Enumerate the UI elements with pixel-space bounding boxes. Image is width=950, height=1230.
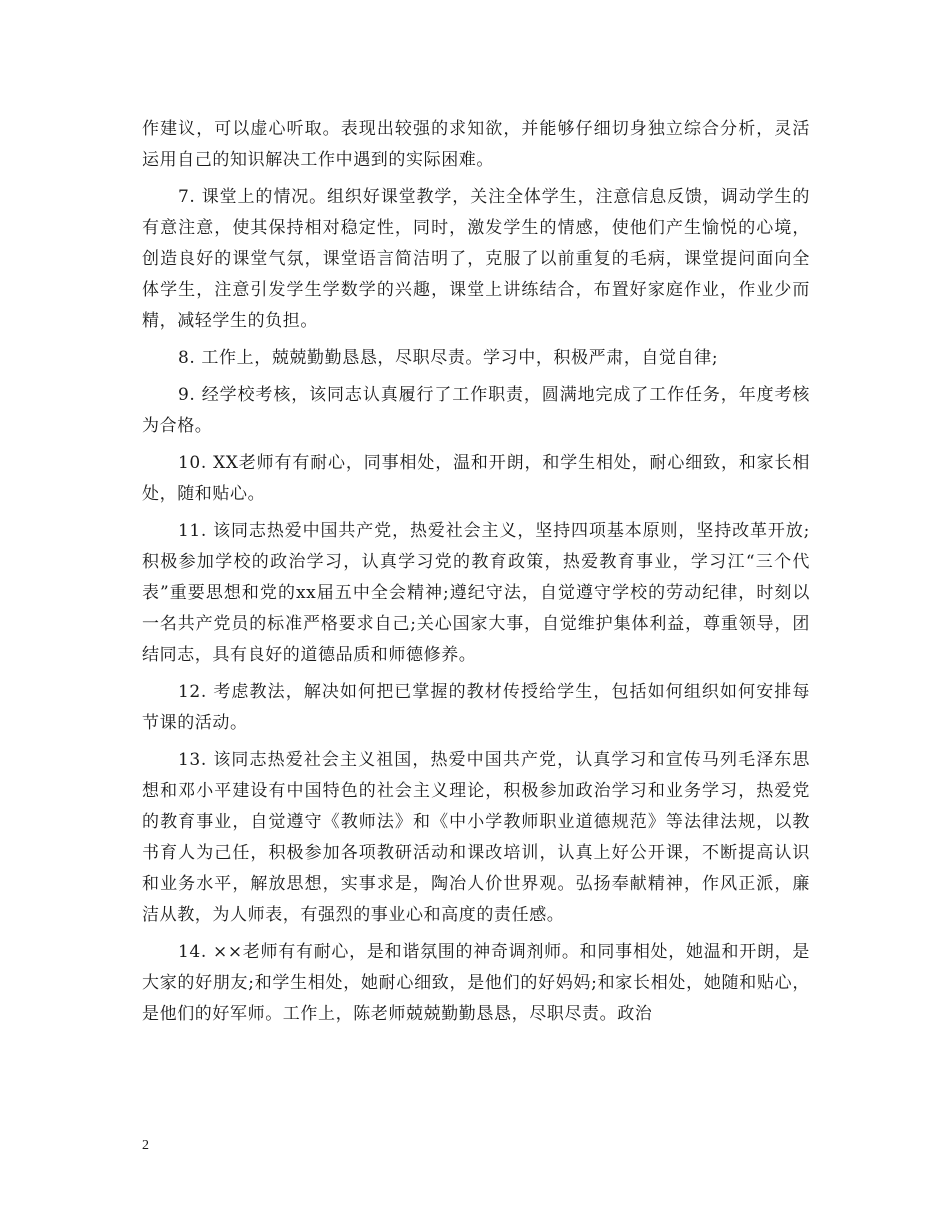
page-number: 2 (142, 1138, 149, 1153)
document-body (142, 114, 810, 1036)
paragraph-item-12: 12. 考虑教法，解决如何把已掌握的教材传授给学生，包括如何组织如何安排每节课的活动。 (142, 682, 810, 733)
paragraph-item-7: 7. 课堂上的情况。组织好课堂教学，关注全体学生，注意信息反馈，调动学生的有意注意，使其保持相对稳定性，同时，激发学生的情感，使他们产生愉悦的心境，创造良好的课堂气氛，课堂语言简洁明了，克服了以前重复的毛病，课堂提问面向全体学生，注意引发学生学数学的兴趣，课堂上讲练结合，布置好家庭作业，作业少而精，减轻学生的负担。 (142, 187, 810, 331)
paragraph-item-9: 9. 经学校考核，该同志认真履行了工作职责，圆满地完成了工作任务，年度考核为合格。 (142, 385, 810, 436)
paragraph-item-8: 8. 工作上，兢兢勤勤恳恳，尽职尽责。学习中，积极严肃，自觉自律; (178, 348, 719, 368)
paragraph-continuation: 作建议，可以虚心听取。表现出较强的求知欲，并能够仔细切身独立综合分析，灵活运用自己的知识解决工作中遇到的实际困难。 (142, 119, 810, 170)
paragraph-item-13: 13. 该同志热爱社会主义祖国，热爱中国共产党，认真学习和宣传马列毛泽东思想和邓小平建设有中国特色的社会主义理论，积极参加政治学习和业务学习，热爱党的教育事业，自觉遵守《教师法》和《中小学教师职业道德规范》等法律法规，以教书育人为己任，积极参加各项教研活动和课改培训，认真上好公开课，不断提高认识和业务水平，解放思想，实事求是，陶冶人价世界观。弘扬奉献精神，作风正派，廉洁从教，为人师表，有强烈的事业心和高度的责任感。 (142, 750, 810, 925)
paragraph-item-10: 10. XX老师有有耐心，同事相处，温和开朗，和学生相处，耐心细致，和家长相处，随和贴心。 (142, 453, 810, 504)
paragraph-item-11: 11. 该同志热爱中国共产党，热爱社会主义，坚持四项基本原则，坚持改革开放;积极参加学校的政治学习，认真学习党的教育政策，热爱教育事业，学习江“三个代表”重要思想和党的xx届五中全会精神;遵纪守法，自觉遵守学校的劳动纪律，时刻以一名共产党员的标准严格要求自己;关心国家大事，自觉维护集体利益，尊重领导，团结同志，具有良好的道德品质和师德修养。 (142, 521, 810, 665)
paragraph-item-14: 14. ××老师有有耐心，是和谐氛围的神奇调剂师。和同事相处，她温和开朗，是大家的好朋友;和学生相处，她耐心细致，是他们的好妈妈;和家长相处，她随和贴心，是他们的好军师。工作上，陈老师兢兢勤勤恳恳，尽职尽责。政治 (142, 942, 810, 1024)
